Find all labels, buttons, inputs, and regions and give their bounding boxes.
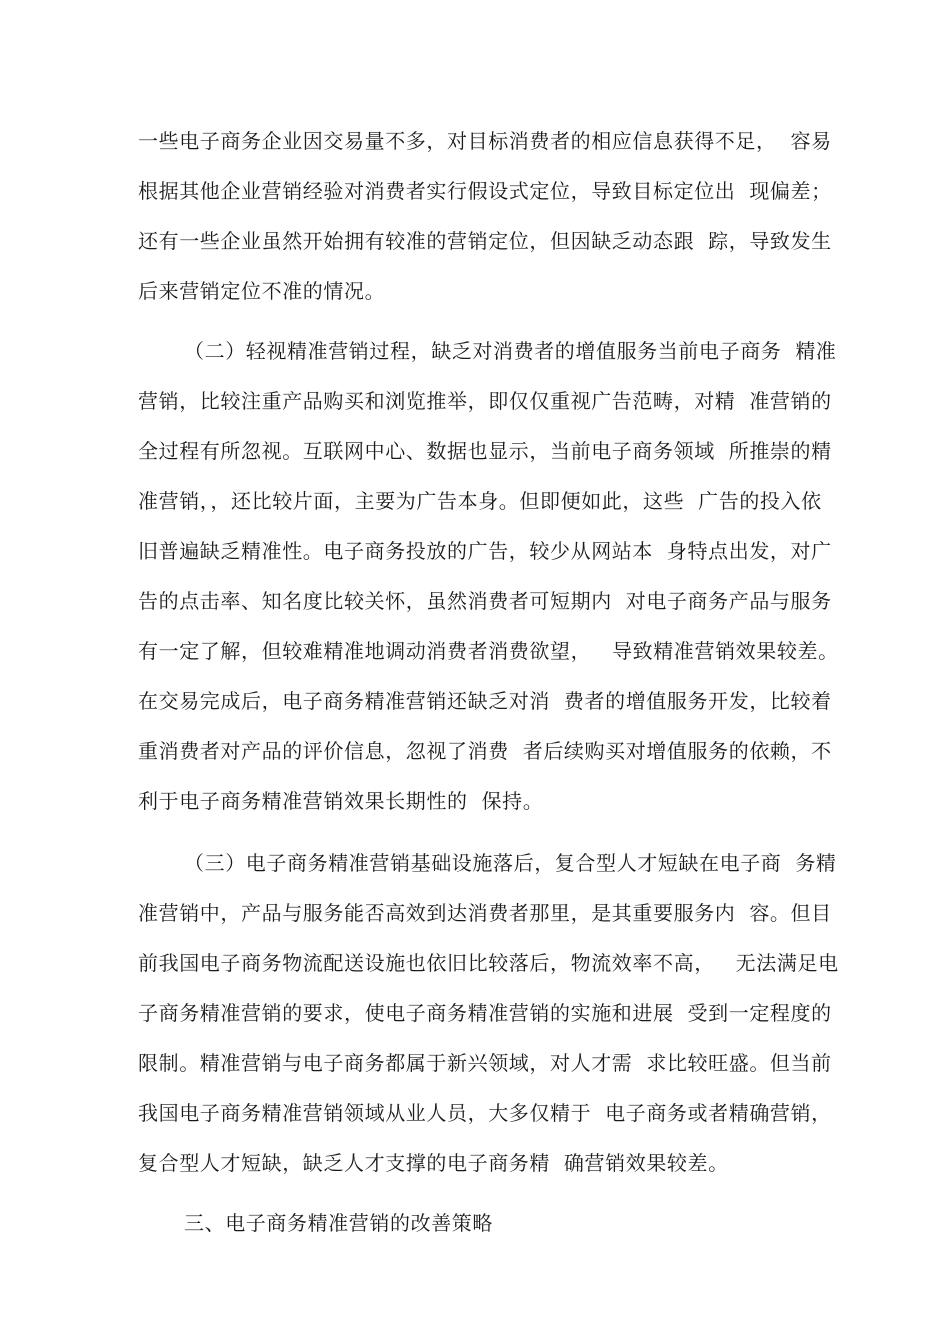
text-line: 旧普遍缺乏精准性。电子商务投放的广告，较少从网站本 身特点出发，对广: [138, 539, 832, 563]
text-line: 我国电子商务精准营销领域从业人员，大多仅精于 电子商务或者精确营销，: [138, 1101, 832, 1125]
text-line: （二）轻视精准营销过程，缺乏对消费者的增值服务当前电子商务 精准: [184, 339, 837, 363]
text-line: 准营销中，产品与服务能否高效到达消费者那里，是其重要服务内 容。但目: [138, 901, 832, 925]
text-line: 全过程有所忽视。互联网中心、数据也显示，当前电子商务领域 所推崇的精: [138, 439, 832, 463]
text-line: 重消费者对产品的评价信息，忽视了消费 者后续购买对增值服务的依赖，不: [138, 739, 832, 763]
text-line: 限制。精准营销与电子商务都属于新兴领域，对人才需 求比较旺盛。但当前: [138, 1051, 832, 1075]
text-line: 前我国电子商务物流配送设施也依旧比较落后，物流效率不高， 无法满足电: [138, 951, 839, 975]
text-line: 在交易完成后，电子商务精准营销还缺乏对消 费者的增值服务开发，比较着: [138, 689, 832, 713]
text-line: 营销，比较注重产品购买和浏览推举，即仅仅重视广告范畴，对精 准营销的: [138, 389, 832, 413]
section-heading-text: 三、电子商务精准营销的改善策略: [184, 1211, 493, 1235]
text-line: 复合型人才短缺，缺乏人才支撑的电子商务精 确营销效果较差。: [138, 1151, 729, 1175]
text-line: 根据其他企业营销经验对消费者实行假设式定位，导致目标定位出 现偏差；: [138, 179, 832, 203]
text-line: 准营销，，还比较片面，主要为广告本身。但即便如此，这些 广告的投入依: [138, 489, 822, 513]
text-line: 还有一些企业虽然开始拥有较准的营销定位，但因缺乏动态跟 踪，导致发生: [138, 229, 832, 253]
text-line: 子商务精准营销的要求，使电子商务精准营销的实施和进展 受到一定程度的: [138, 1001, 832, 1025]
text-line: 后来营销定位不准的情况。: [138, 279, 386, 303]
text-line: 告的点击率、知名度比较关怀，虽然消费者可短期内 对电子商务产品与服务: [138, 589, 832, 613]
text-line: 一些电子商务企业因交易量不多，对目标消费者的相应信息获得不足， 容易: [138, 129, 832, 153]
text-line: 利于电子商务精准营销效果长期性的 保持。: [138, 789, 544, 813]
text-line: 有一定了解，但较难精准地调动消费者消费欲望， 导致精准营销效果较差。: [138, 639, 839, 663]
text-line: （三）电子商务精准营销基础设施落后，复合型人才短缺在电子商 务精: [184, 851, 837, 875]
